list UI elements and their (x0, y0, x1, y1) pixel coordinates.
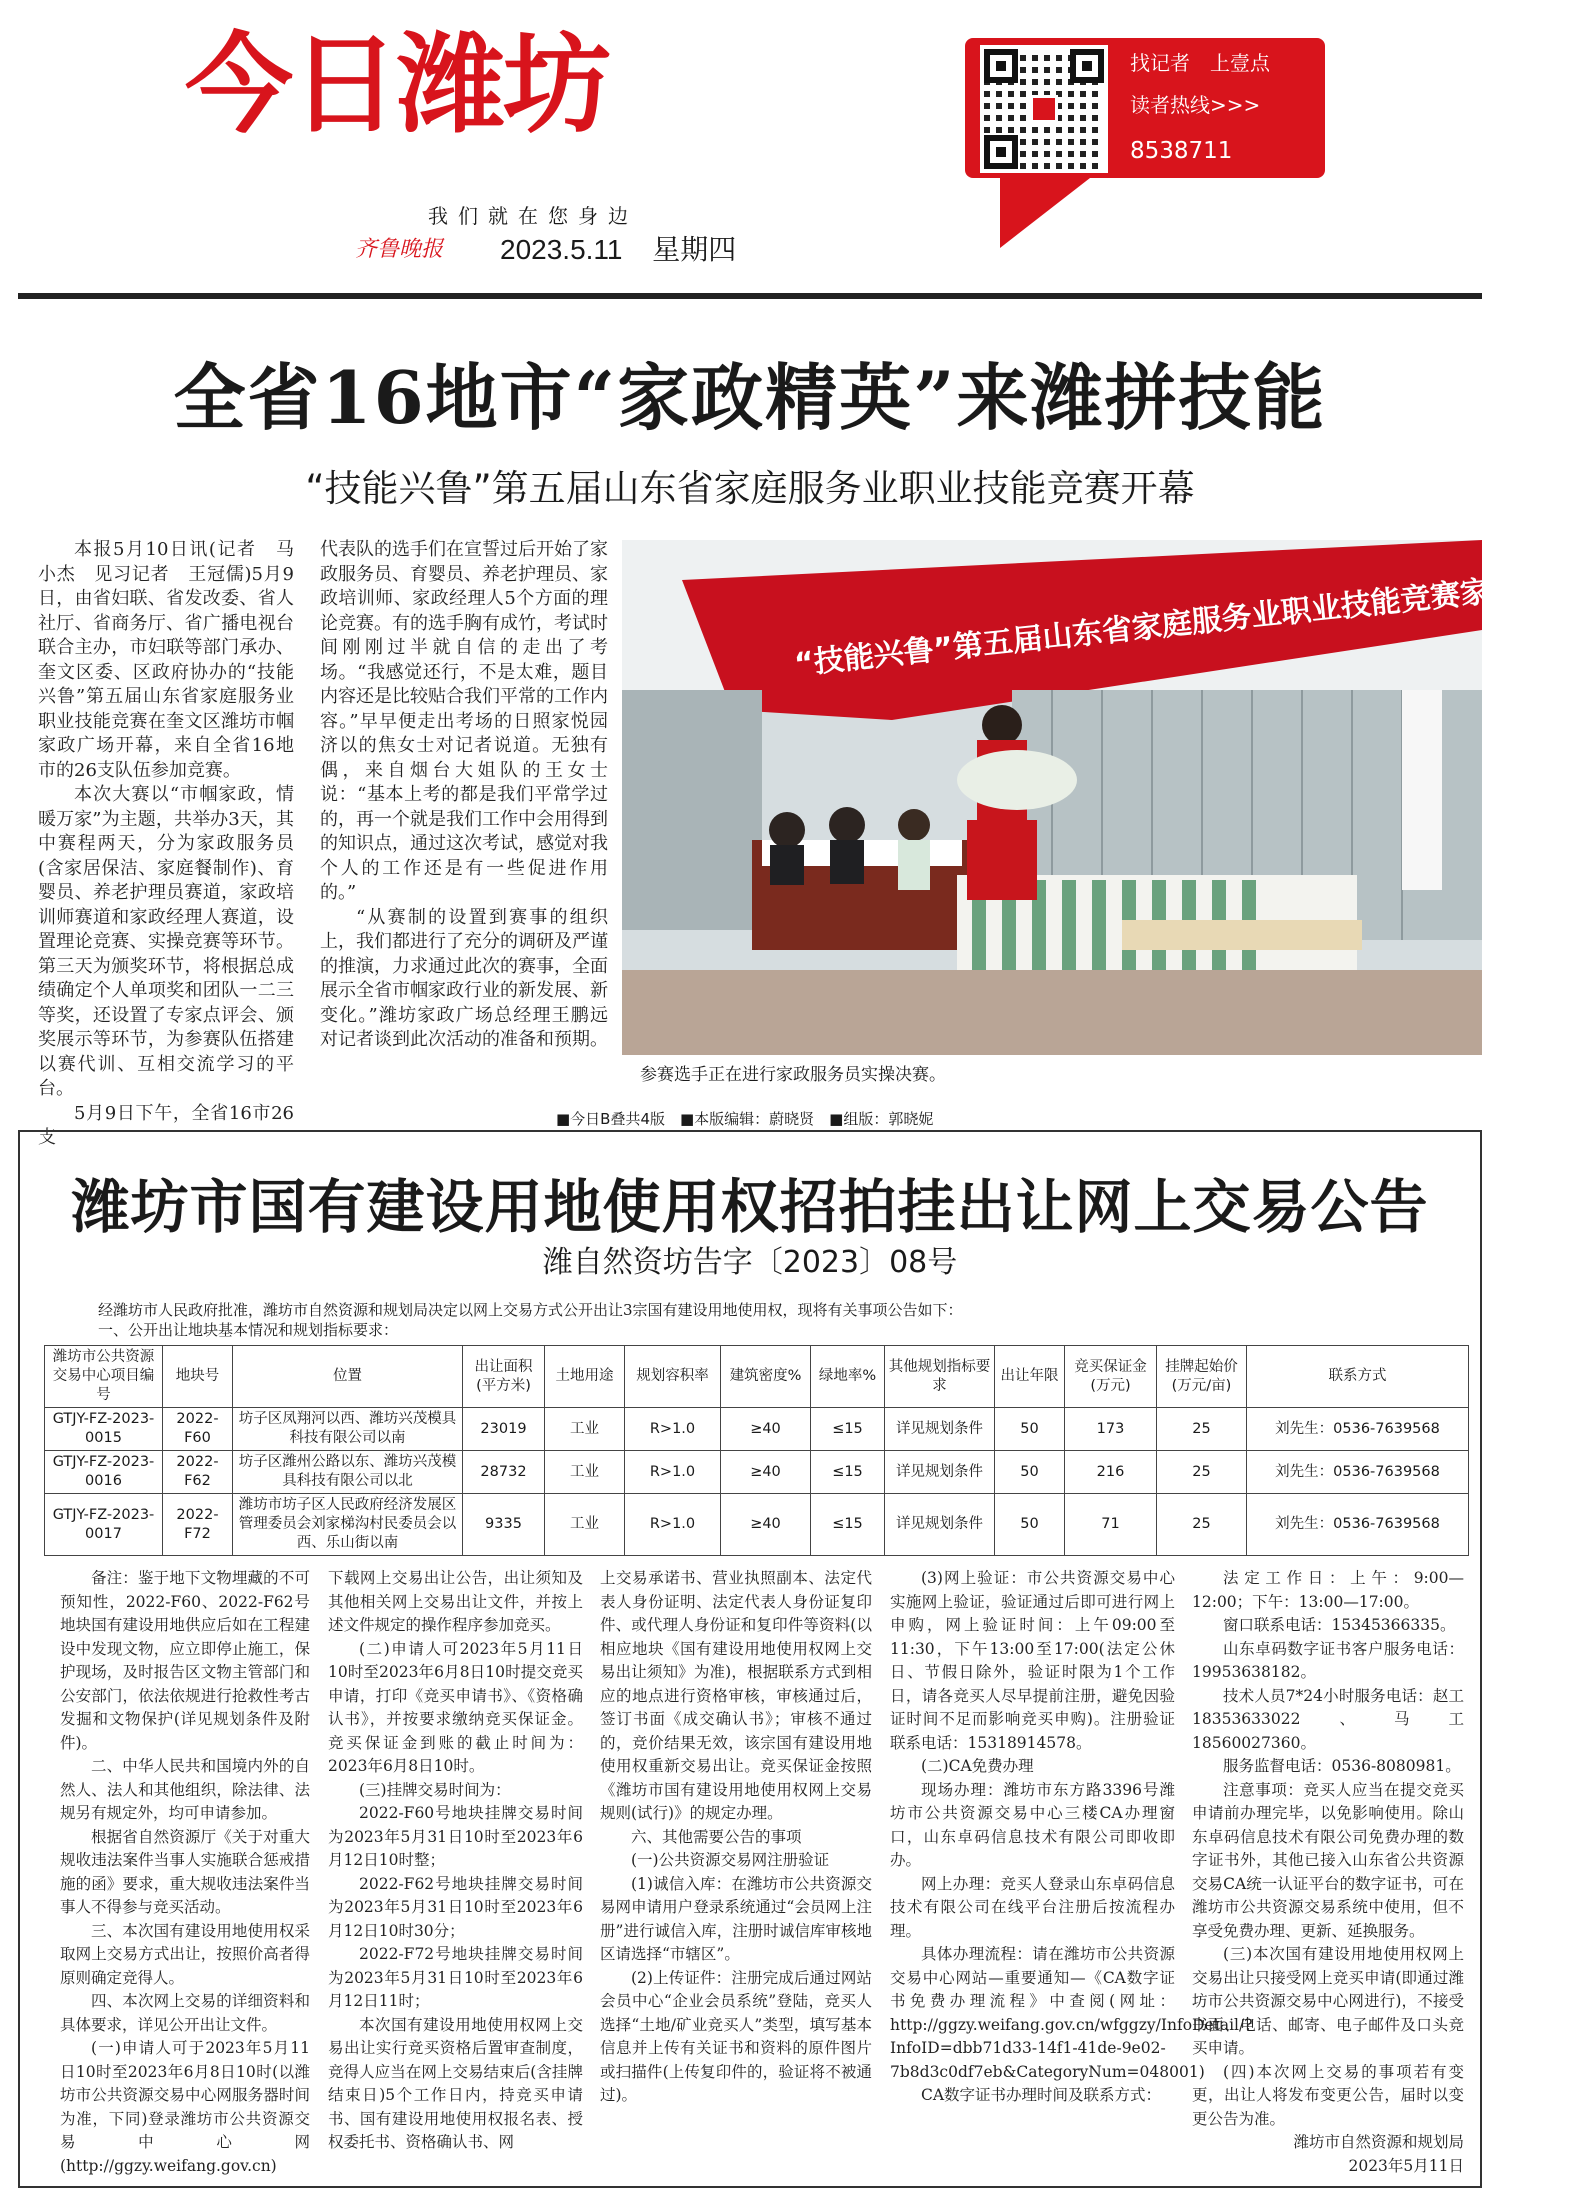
table-cell: ≥40 (721, 1451, 811, 1494)
issue-weekday: 星期四 (652, 234, 737, 265)
notice-paragraph: 二、中华人民共和国境内外的自然人、法人和其他组织，除法律、法规另有规定外，均可申请参加。 (60, 1757, 310, 1822)
masthead-title: 今日潍坊 (185, 23, 610, 148)
table-cell: 详见规划条件 (885, 1451, 995, 1494)
table-cell: ≤15 (811, 1451, 885, 1494)
table-header: 地块号 (163, 1346, 233, 1408)
table-cell: R>1.0 (625, 1494, 721, 1556)
editor-credits: ■今日B叠共4版 ■本版编辑：蔚晓贤 ■组版：郭晓妮 (556, 1110, 934, 1128)
table-header: 竞买保证金(万元) (1065, 1346, 1157, 1408)
table-cell: GTJY-FZ-2023-0016 (45, 1451, 163, 1494)
table-cell: GTJY-FZ-2023-0017 (45, 1494, 163, 1556)
issue-date-line (500, 228, 736, 268)
table-cell: 坊子区潍州公路以东、潍坊兴茂模具科技有限公司以北 (233, 1451, 463, 1494)
notice-paragraph: 备注：鉴于地下文物埋藏的不可预知性，2022-F60、2022-F62号地块国有建设用地供应后如在工程建设中发现文物，应立即停止施工，保护现场，及时报告区文物主管部门和公安部门，依法依规进行抢救性考古发掘和文物保护(详见规划条件及附件)。 (60, 1569, 310, 1752)
table-cell: 刘先生：0536-7639568 (1247, 1408, 1469, 1451)
table-header: 规划容积率 (625, 1346, 721, 1408)
table-cell: 50 (995, 1408, 1065, 1451)
notice-sign-date: 2023年5月11日 (1348, 2156, 1464, 2175)
table-header: 潍坊市公共资源交易中心项目编号 (45, 1346, 163, 1408)
table-cell: 25 (1157, 1451, 1247, 1494)
table-cell: 潍坊市坊子区人民政府经济发展区管理委员会刘家梯沟村民委员会以西、乐山街以南 (233, 1494, 463, 1556)
notice-paragraph: (1)诚信入库：在潍坊市公共资源交易网申请用户登录系统通过“会员网上注册”进行诚信入库，注册时诚信库审核地区请选择“市辖区”。 (600, 1874, 872, 1963)
table-header-row (45, 1346, 1469, 1408)
table-cell: 2022-F72 (163, 1494, 233, 1556)
table-cell: R>1.0 (625, 1408, 721, 1451)
photo-caption: 参赛选手正在进行家政服务员实操决赛。 (640, 1065, 946, 1085)
table-cell: 详见规划条件 (885, 1408, 995, 1451)
table-cell: 工业 (545, 1494, 625, 1556)
notice-paragraph: (三)本次国有建设用地使用权网上交易出让只接受网上竞买申请(即通过潍坊市公共资源交易中心网进行)，不接受书面、电话、邮寄、电子邮件及口头竞买申请。 (1192, 1945, 1464, 2057)
notice-paragraph: 具体办理流程：请在潍坊市公共资源交易中心网站—重要通知—《CA数字证书免费办理流程》中查阅(网址：http://ggzy.weifang.gov.cn/wfggzy/InfoDetail/?InfoID=dbb71d33-14f1-41de-9e02-7b8d3c0df7eb&CategoryNum=048001) (890, 1945, 1253, 2081)
table-header: 位置 (233, 1346, 463, 1408)
notice-paragraph: (3)网上验证：市公共资源交易中心实施网上验证，验证通过后即可进行网上申购，网上验证时间：上午09:00至11:30，下午13:00至17:00(法定公休日、节假日除外，验证时限为1个工作日，请各竞买人尽早提前注册，避免因验证时间不足而影响竞买申购)。注册验证联系电话：15318914578。 (890, 1569, 1175, 1752)
contact-box-tail (1000, 178, 1090, 248)
table-row (45, 1408, 1469, 1451)
notice-paragraph: 网上办理：竞买人登录山东卓码信息技术有限公司在线平台注册后按流程办理。 (890, 1874, 1175, 1940)
table-cell: 25 (1157, 1494, 1247, 1556)
notice-paragraph: 2022-F60号地块挂牌交易时间为2023年5月31日10时至2023年6月12日10时整； (328, 1804, 583, 1869)
notice-paragraph: 山东卓码数字证书客户服务电话：19953638182。 (1192, 1639, 1464, 1681)
table-cell: 216 (1065, 1451, 1157, 1494)
table-header: 建筑密度% (721, 1346, 811, 1408)
table-cell: 工业 (545, 1451, 625, 1494)
paper-name: 齐鲁晚报 (355, 237, 444, 262)
article-paragraph: 本次大赛以“市帼家政，情暖万家”为主题，共举办3天，其中赛程两天，分为家政服务员(含家居保洁、家庭餐制作)、育婴员、养老护理员赛道，家政培训师赛道和家政经理人赛道，设置理论竞赛、实操竞赛等环节。第三天为颁奖环节，将根据总成绩确定个人单项奖和团队一二三等奖，还设置了专家点评会、颁奖展示等环节，为参赛队伍搭建以赛代训、互相交流学习的平台。 (38, 784, 294, 1099)
notice-paragraph: (一)申请人可于2023年5月11日10时至2023年6月8日10时(以潍坊市公共资源交易中心网服务器时间为准，下同)登录潍坊市公共资源交易中心网(http://ggzy.weifang.gov.cn) (60, 2039, 310, 2175)
notice-paragraph: 技术人员7*24小时服务电话：赵工18353633022、马工18560027360。 (1192, 1686, 1464, 1752)
contact-line2: 读者热线>>> (1130, 93, 1261, 117)
table-cell: 50 (995, 1494, 1065, 1556)
article-column-2 (320, 538, 608, 1053)
photo-banner-text: “技能兴鲁”第五届山东省家庭服务业职业技能竞赛家政服务 (792, 564, 1582, 683)
article-headline: 全省16地市“家政精英”来潍拼技能 (173, 355, 1327, 440)
notice-paragraph: 四、本次网上交易的详细资料和具体要求，详见公开出让文件。 (60, 1992, 310, 2034)
table-cell: 23019 (463, 1408, 545, 1451)
notice-paragraph: CA数字证书办理时间及联系方式： (921, 2086, 1162, 2104)
article-paragraph: “从赛制的设置到赛事的组织上，我们都进行了充分的调研及严谨的推演，力求通过此次的赛事，全面展示全省市帼家政行业的新发展、新变化。”潍坊家政广场总经理王鹏远对记者谈到此次活动的准备和预期。 (320, 906, 608, 1050)
table-cell: 50 (995, 1451, 1065, 1494)
table-cell: ≤15 (811, 1408, 885, 1451)
notice-column-3 (600, 1567, 872, 2108)
table-cell: 工业 (545, 1408, 625, 1451)
table-cell: 坊子区凤翔河以西、潍坊兴茂模具科技有限公司以南 (233, 1408, 463, 1451)
notice-paragraph: (2)上传证件：注册完成后通过网站会员中心“企业会员系统”登陆，竞买人选择“土地/矿业竞买人”类型，填写基本信息并上传有关证书和资料的原件图片或扫描件(上传复印件的，验证将不被通过)。 (600, 1968, 872, 2104)
table-header: 联系方式 (1247, 1346, 1469, 1408)
table-header: 出让面积(平方米) (463, 1346, 545, 1408)
table-cell: 71 (1065, 1494, 1157, 1556)
notice-column-1 (60, 1567, 310, 2178)
notice-paragraph: 下载网上交易出让公告，出让须知及其他相关网上交易出让文件，并按上述文件规定的操作程序参加竞买。 (328, 1569, 583, 1634)
notice-paragraph: 2022-F72号地块挂牌交易时间为2023年5月31日10时至2023年6月12日11时； (328, 1945, 583, 2010)
notice-paragraph: 六、其他需要公告的事项 (631, 1827, 802, 1846)
table-cell: ≥40 (721, 1408, 811, 1451)
table-cell: 详见规划条件 (885, 1494, 995, 1556)
notice-paragraph: 服务监督电话：0536-8080981。 (1223, 1757, 1461, 1775)
notice-paragraph: (四)本次网上交易的事项若有变更，出让人将发布变更公告，届时以变更公告为准。 (1192, 2062, 1464, 2128)
table-cell: 173 (1065, 1408, 1157, 1451)
notice-paragraph: (三)挂牌交易时间为： (359, 1780, 511, 1799)
notice-paragraph: 法定工作日：上午：9:00—12:00；下午：13:00—17:00。 (1192, 1569, 1464, 1611)
notice-column-2 (328, 1567, 583, 2155)
land-parcel-table (44, 1345, 1469, 1556)
notice-paragraph: 注意事项：竞买人应当在提交竞买申请前办理完毕，以免影响使用。除山东卓码信息技术有限公司免费办理的数字证书外，其他已接入山东省公共资源交易CA统一认证平台的数字证书，可在潍坊市公共资源交易系统中使用，但不享受免费办理、更新、延换服务。 (1192, 1780, 1464, 1940)
masthead-rule (18, 293, 1482, 299)
table-cell: 9335 (463, 1494, 545, 1556)
notice-column-5 (1192, 1567, 1464, 2178)
table-header: 挂牌起始价(万元/亩) (1157, 1346, 1247, 1408)
notice-column-4 (890, 1567, 1253, 2108)
notice-paragraph: 窗口联系电话：15345366335。 (1223, 1616, 1456, 1634)
notice-paragraph: 根据省自然资源厅《关于对重大规收违法案件当事人实施联合惩戒措施的函》要求，重大规收违法案件当事人不得参与竞买活动。 (60, 1827, 310, 1916)
notice-intro (68, 1300, 963, 1340)
issue-date: 2023.5.11 (500, 234, 623, 265)
article-paragraph: 5月9日下午，全省16市26支 (38, 1102, 294, 1148)
article-paragraph: 本报5月10日讯(记者 马小杰 见习记者 王冠儒)5月9日，由省妇联、省发改委、省人社厅、省商务厅、省广播电视台联合主办，市妇联等部门承办、奎文区委、区政府协办的“技能兴鲁”第五届山东省家庭服务业职业技能竞赛在奎文区潍坊市帼家政广场开幕，来自全省16地市的26支队伍参加竞赛。 (38, 539, 294, 781)
notice-paragraph: (一)公共资源交易网注册验证 (631, 1851, 830, 1869)
contact-phone: 8538711 (1130, 138, 1233, 164)
table-header: 土地用途 (545, 1346, 625, 1408)
table-row (45, 1451, 1469, 1494)
table-cell: ≥40 (721, 1494, 811, 1556)
article-subheadline: “技能兴鲁”第五届山东省家庭服务业职业技能竞赛开幕 (305, 467, 1195, 510)
table-cell: 25 (1157, 1408, 1247, 1451)
table-cell: 28732 (463, 1451, 545, 1494)
table-cell: 刘先生：0536-7639568 (1247, 1494, 1469, 1556)
table-row (45, 1494, 1469, 1556)
notice-number: 潍自然资坊告字〔2023〕08号 (542, 1245, 958, 1280)
notice-intro-line: 经潍坊市人民政府批准，潍坊市自然资源和规划局决定以网上交易方式公开出让3宗国有建设用地使用权，现将有关事项公告如下： (98, 1301, 963, 1319)
notice-paragraph: 现场办理：潍坊市东方路3396号潍坊市公共资源交易中心三楼CA办理窗口，山东卓码信息技术有限公司即收即办。 (890, 1780, 1175, 1869)
article-paragraph: 代表队的选手们在宣誓过后开始了家政服务员、育婴员、养老护理员、家政培训师、家政经理人5个方面的理论竞赛。有的选手胸有成竹，考试时间刚刚过半就自信的走出了考场。“我感觉还行，不是太难，题目内容还是比较贴合我们平常的工作内容。”早早便走出考场的日照家悦园济以的焦女士对记者说道。无独有偶，来自烟台大姐队的王女士说：“基本上考的都是我们平常学过的，再一个就是我们工作中会用得到的知识点，通过这次考试，感觉对我个人的工作还是有一些促进作用的。” (320, 539, 608, 903)
table-cell: R>1.0 (625, 1451, 721, 1494)
masthead-slogan: 我们就在您身边 (428, 204, 638, 228)
notice-paragraph: 上交易承诺书、营业执照副本、法定代表人身份证明、法定代表人身份证复印件、或代理人身份证和复印件等资料(以相应地块《国有建设用地使用权网上交易出让须知》为准)，根据联系方式到相应的地点进行资格审核，审核通过后，签订书面《成交确认书》；审核不通过的，竞价结果无效，该宗国有建设用地使用权重新交易出让。竞买保证金按照《潍坊市国有建设用地使用权网上交易规则(试行)》的规定办理。 (600, 1569, 872, 1822)
notice-paragraph: (二)CA免费办理 (921, 1757, 1034, 1775)
notice-paragraph: 三、本次国有建设用地使用权采取网上交易方式出让，按照价高者得原则确定竞得人。 (60, 1921, 310, 1987)
notice-paragraph: (二)申请人可2023年5月11日10时至2023年6月8日10时提交竞买申请，打印《竞买申请书》、《资格确认书》，并按要求缴纳竞买保证金。竞买保证金到账的截止时间为：2023年6月8日10时。 (328, 1639, 583, 1775)
qr-code-icon[interactable] (980, 45, 1108, 173)
table-cell: 2022-F60 (163, 1408, 233, 1451)
notice-paragraph: 本次国有建设用地使用权网上交易出让实行竞买资格后置审查制度，竞得人应当在网上交易结束后(含挂牌结束日)5个工作日内，持竞买申请书、国有建设用地使用权报名表、授权委托书、资格确认书、网 (328, 2015, 583, 2151)
article-column-1 (38, 538, 294, 1151)
notice-intro-line: 一、公开出让地块基本情况和规划指标要求： (98, 1321, 399, 1339)
contact-line1: 找记者 上壹点 (1130, 51, 1270, 75)
table-cell: 2022-F62 (163, 1451, 233, 1494)
table-header: 绿地率% (811, 1346, 885, 1408)
table-cell: 刘先生：0536-7639568 (1247, 1451, 1469, 1494)
table-header: 其他规划指标要求 (885, 1346, 995, 1408)
table-header: 出让年限 (995, 1346, 1065, 1408)
notice-signature: 潍坊市自然资源和规划局 (1293, 2133, 1464, 2151)
notice-title: 潍坊市国有建设用地使用权招拍挂出让网上交易公告 (71, 1173, 1429, 1241)
table-cell: GTJY-FZ-2023-0015 (45, 1408, 163, 1451)
notice-paragraph: 2022-F62号地块挂牌交易时间为2023年5月31日10时至2023年6月12日10时30分； (328, 1874, 583, 1940)
table-cell: ≤15 (811, 1494, 885, 1556)
article-photo (622, 540, 1582, 1055)
